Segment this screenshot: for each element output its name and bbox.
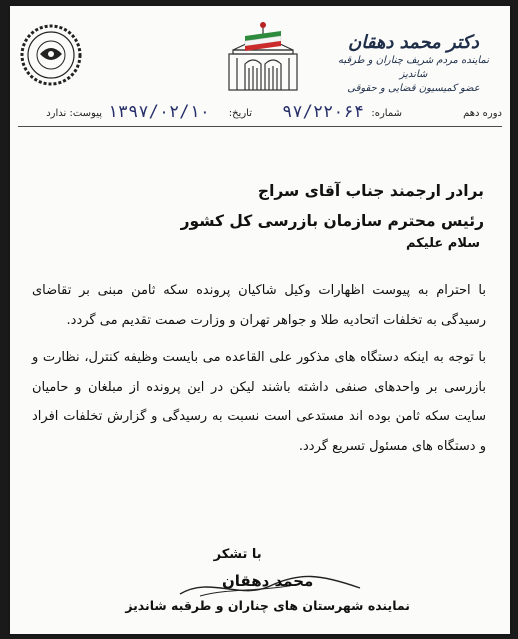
attachment-label: پیوست: ندارد	[46, 108, 102, 119]
greeting: سلام علیکم	[406, 236, 480, 251]
parliament-building-icon	[215, 16, 311, 96]
letterhead-block	[331, 32, 496, 96]
number-value: ۹۷/۲۲۰۶۴	[282, 102, 364, 122]
period-label: دوره دهم	[463, 108, 502, 119]
circular-seal-icon	[20, 24, 82, 86]
letter-body	[32, 276, 486, 469]
signer-name: محمد دهقان	[221, 572, 314, 590]
date-value: ۱۳۹۷/۰۲/۱۰	[107, 102, 210, 122]
letter-page	[10, 6, 510, 634]
signature-block	[125, 542, 410, 618]
date-label: تاریخ:	[228, 108, 252, 119]
closing-text: با تشکر	[213, 547, 262, 562]
signer-title: نماینده شهرستان های چناران و طرقبه شاندیز	[125, 598, 410, 613]
addressee-line-1: برادر ارجمند جناب آقای سراج	[257, 182, 484, 200]
body-paragraph-1: با احترام به پیوست اظهارات وکیل شاکیان پرونده سکه ثامن مبنی بر تقاضای رسیدگی به تخلفات اتحادیه طلا و جواهر تهران و وزارت صمت تقدیم می گردد.	[32, 283, 486, 328]
letterhead-subtitle-1: نماینده مردم شریف چناران و طرقبه شاندیز	[337, 55, 489, 80]
letterhead-name: دکتر محمد دهقان	[348, 32, 479, 53]
reference-line	[18, 100, 502, 127]
body-paragraph-2: با توجه به اینکه دستگاه های مذکور علی القاعده می بایست وظیفه کنترل، نظارت و بازرسی بر واحدهای صنفی داشته باشند لیکن در این پرونده از مبلغان و حامیان سایت سکه ثامن بوده اند مستدعی است نسبت به رسیدگی و گزارش تخلفات افراد و دستگاه های مسئول تسریع گردد.	[32, 350, 486, 454]
number-label: شماره:	[371, 108, 402, 119]
letterhead-subtitle-2: عضو کمیسیون قضایی و حقوقی	[347, 83, 480, 94]
addressee-line-2: رئیس محترم سازمان بازرسی کل کشور	[180, 212, 484, 230]
addressee-block	[181, 176, 484, 236]
